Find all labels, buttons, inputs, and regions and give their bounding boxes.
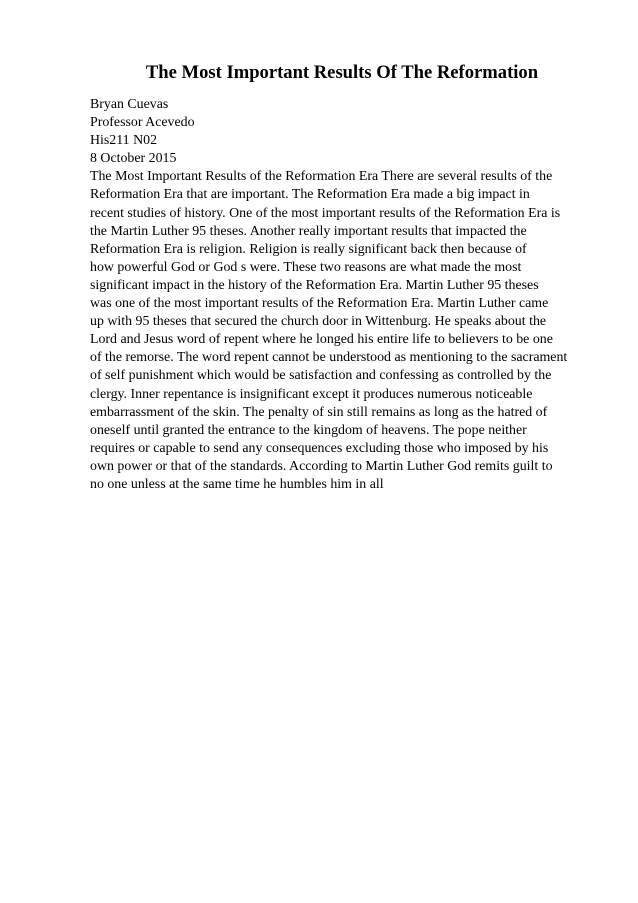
body-line: embarrassment of the skin. The penalty of sin still remains as long as the hatred of	[90, 404, 548, 420]
body-line: Reformation Era that are important. The Reformation Era made a big impact in	[90, 187, 530, 203]
body-line: was one of the most important results of the Reformation Era. Martin Luther came	[90, 296, 549, 312]
body-line: requires or capable to send any consequences excluding those who imposed by his	[90, 440, 549, 456]
course-code: His211 N02	[90, 133, 158, 149]
document-date: 8 October 2015	[90, 151, 177, 167]
body-line: own power or that of the standards. According to Martin Luther God remits guilt to	[90, 458, 553, 474]
body-line: no one unless at the same time he humbles him in all	[90, 476, 384, 492]
body-line: how powerful God or God s were. These two reasons are what made the most	[90, 259, 522, 275]
body-line: recent studies of history. One of the most important results of the Reformation Era is	[90, 205, 561, 221]
body-line: significant impact in the history of the Reformation Era. Martin Luther 95 theses	[90, 277, 539, 293]
body-line: oneself until granted the entrance to the kingdom of heavens. The pope neither	[90, 422, 527, 438]
body-line: of the remorse. The word repent cannot be understood as mentioning to the sacrament	[90, 350, 568, 366]
document-content	[90, 96, 600, 494]
professor-name: Professor Acevedo	[90, 115, 195, 131]
body-line: the Martin Luther 95 theses. Another really important results that impacted the	[90, 223, 527, 239]
document-title: The Most Important Results Of The Reformation	[145, 62, 539, 83]
body-line: Reformation Era is religion. Religion is really significant back then because of	[90, 241, 527, 257]
body-line: of self punishment which would be satisfaction and confessing as controlled by the	[90, 368, 552, 384]
author-name: Bryan Cuevas	[90, 97, 169, 112]
body-line: The Most Important Results of the Reformation Era There are several results of the	[90, 169, 553, 185]
body-line: Lord and Jesus word of repent where he longed his entire life to believers to be one	[90, 332, 553, 348]
body-line: clergy. Inner repentance is insignificant except it produces numerous noticeable	[90, 386, 533, 402]
essay-body	[90, 168, 600, 494]
body-line: up with 95 theses that secured the church door in Wittenburg. He speaks about the	[90, 314, 547, 330]
